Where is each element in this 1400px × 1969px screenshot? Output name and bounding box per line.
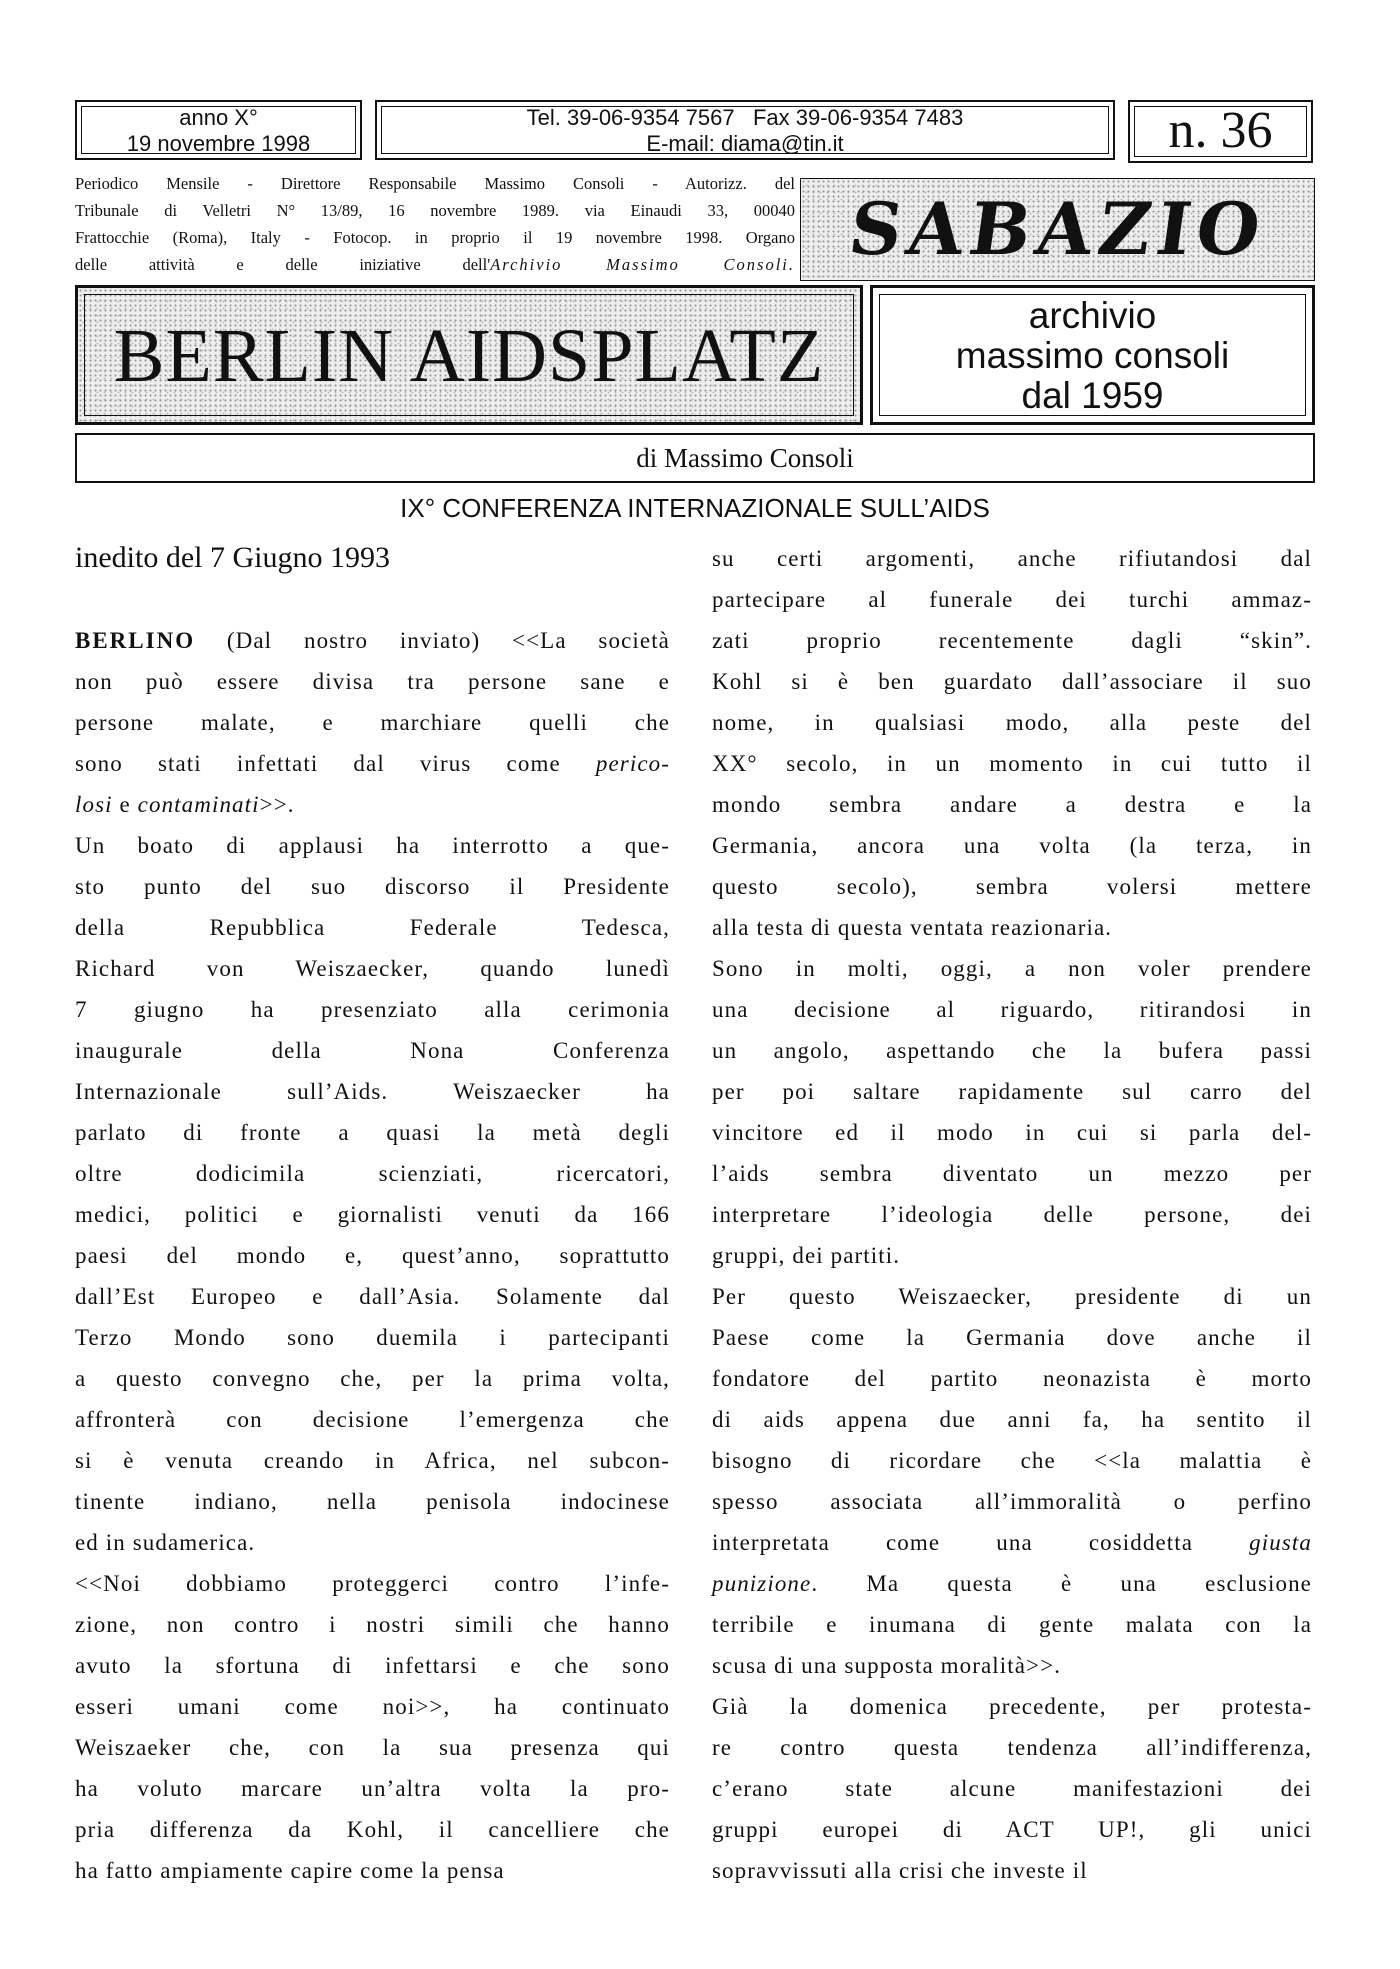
- sabazio-logo: [800, 178, 1315, 281]
- text-line: partecipare al funerale dei turchi ammaz-: [712, 587, 1312, 612]
- phone-fax: Tel. 39-06-9354 7567 Fax 39-06-9354 7483: [526, 105, 964, 130]
- text-line: esseri umani come noi>>, ha continuato: [75, 1694, 670, 1719]
- text-line: paesi del mondo e, quest’anno, soprattutto: [75, 1243, 670, 1268]
- issue-number: n. 36: [1168, 102, 1273, 159]
- text-line: Per questo Weiszaecker, presidente di un: [712, 1284, 1312, 1309]
- text-line: nome, in qualsiasi modo, alla peste del: [712, 710, 1312, 735]
- text-line: l’aids sembra diventato un mezzo per: [712, 1161, 1312, 1186]
- text-line: ha fatto ampiamente capire come la pensa: [75, 1858, 505, 1883]
- archive-line: dal 1959: [1021, 375, 1164, 416]
- logo-text: SABAZIO: [843, 186, 1272, 271]
- right-column-body-a: [712, 538, 1312, 1522]
- text-line: <<Noi dobbiamo proteggerci contro l’infe-: [75, 1571, 670, 1596]
- text-line: dall’Est Europeo e dall’Asia. Solamente dal: [75, 1284, 670, 1309]
- masthead-info: [75, 170, 795, 278]
- text-line: affronterà con decisione l’emergenza che: [75, 1407, 670, 1432]
- text-line: spesso associata all’immoralità o perfino: [712, 1489, 1312, 1514]
- text-line: scusa di una supposta moralità>>.: [712, 1653, 1062, 1678]
- text-line: avuto la sfortuna di infettarsi e che sono: [75, 1653, 670, 1678]
- text-line: a questo convegno che, per la prima volta,: [75, 1366, 670, 1391]
- text-line: una decisione al riguardo, ritirandosi in: [712, 997, 1312, 1022]
- masthead-last-prefix: delle attività e delle iniziative dell': [75, 255, 491, 274]
- text-line: Paese come la Germania dove anche il: [712, 1325, 1312, 1350]
- masthead-line: [75, 251, 795, 278]
- archive-box: [870, 285, 1315, 425]
- text-line: losi e contaminati>>.: [75, 792, 295, 817]
- text-line: bisogno di ricordare che <<la malattia è: [712, 1448, 1312, 1473]
- text-line: BERLINO (Dal nostro inviato) <<La società: [75, 628, 670, 653]
- text-line: si è venuta creando in Africa, nel subcon-: [75, 1448, 670, 1473]
- text-line: Weiszaeker che, con la sua presenza qui: [75, 1735, 670, 1760]
- text-line: Richard von Weiszaecker, quando lunedì: [75, 956, 670, 981]
- archive-name-italic: Archivio Massimo Consoli.: [490, 255, 795, 274]
- issue-date: 19 novembre 1998: [126, 131, 311, 156]
- text-line: 7 giugno ha presenziato alla cerimonia: [75, 997, 670, 1022]
- masthead-line: Tribunale di Velletri N° 13/89, 16 novembre 1989. via Einaudi 33, 00040: [75, 201, 795, 220]
- text-line: su certi argomenti, anche rifiutandosi dal: [712, 546, 1312, 571]
- text-line: sopravvissuti alla crisi che investe il: [712, 1858, 1088, 1883]
- text-line: Un boato di applausi ha interrotto a que-: [75, 833, 670, 858]
- text-line: zione, non contro i nostri simili che hanno: [75, 1612, 670, 1637]
- article-right-column: [712, 538, 1312, 1891]
- issue-date-box: [75, 100, 362, 160]
- text-line: c’erano state alcune manifestazioni dei: [712, 1776, 1312, 1801]
- text-line: terribile e inumana di gente malata con la: [712, 1612, 1312, 1637]
- text-line: ha voluto marcare un’altra volta la pro-: [75, 1776, 670, 1801]
- text-line: medici, politici e giornalisti venuti da 166: [75, 1202, 670, 1227]
- text-line: punizione. Ma questa è una esclusione: [712, 1571, 1312, 1596]
- text-line: non può essere divisa tra persone sane e: [75, 669, 670, 694]
- right-column-body-b: [712, 1604, 1312, 1891]
- headline: BERLIN AIDSPLATZ: [113, 314, 825, 398]
- text-line: interpretata come una cosiddetta giusta: [712, 1530, 1312, 1555]
- headline-box: [75, 285, 863, 425]
- text-line: mondo sembra andare a destra e la: [712, 792, 1312, 817]
- text-line: gruppi europei di ACT UP!, gli unici: [712, 1817, 1312, 1842]
- contact-box: [375, 100, 1115, 160]
- text-line: Kohl si è ben guardato dall’associare il suo: [712, 669, 1312, 694]
- article-left-column: [75, 620, 670, 1891]
- text-line: sto punto del suo discorso il Presidente: [75, 874, 670, 899]
- text-line: tinente indiano, nella penisola indocinese: [75, 1489, 670, 1514]
- text-line: questo secolo), sembra volersi mettere: [712, 874, 1312, 899]
- text-line: della Repubblica Federale Tedesca,: [75, 915, 670, 940]
- conference-title: IX° CONFERENZA INTERNAZIONALE SULL’AIDS: [400, 493, 990, 523]
- text-line: vincitore ed il modo in cui si parla del-: [712, 1120, 1312, 1145]
- text-line: ed in sudamerica.: [75, 1530, 256, 1555]
- byline: di Massimo Consoli: [636, 443, 854, 473]
- text-line: XX° secolo, in un momento in cui tutto il: [712, 751, 1312, 776]
- text-line: oltre dodicimila scienziati, ricercatori,: [75, 1161, 670, 1186]
- archive-line: archivio: [1028, 295, 1157, 336]
- archive-line: massimo consoli: [955, 335, 1230, 376]
- text-line: Germania, ancora una volta (la terza, in: [712, 833, 1312, 858]
- masthead-line: Frattocchie (Roma), Italy - Fotocop. in proprio il 19 novembre 1998. Organo: [75, 228, 795, 247]
- text-line: zati proprio recentemente dagli “skin”.: [712, 628, 1312, 653]
- text-line: Terzo Mondo sono duemila i partecipanti: [75, 1325, 670, 1350]
- date-line: inedito del 7 Giugno 1993: [75, 541, 390, 574]
- issue-number-box: [1128, 100, 1313, 163]
- text-line: sono stati infettati dal virus come perico-: [75, 751, 670, 776]
- text-line: per poi saltare rapidamente sul carro del: [712, 1079, 1312, 1104]
- text-line: gruppi, dei partiti.: [712, 1243, 901, 1268]
- text-line: parlato di fronte a quasi la metà degli: [75, 1120, 670, 1145]
- text-line: di aids appena due anni fa, ha sentito il: [712, 1407, 1312, 1432]
- text-line: re contro questa tendenza all’indifferenza,: [712, 1735, 1312, 1760]
- masthead-line: Periodico Mensile - Direttore Responsabile Massimo Consoli - Autorizz. del: [75, 174, 795, 193]
- text-line: Sono in molti, oggi, a non voler prendere: [712, 956, 1312, 981]
- anno-label: anno X°: [179, 105, 258, 130]
- text-line: pria differenza da Kohl, il cancelliere che: [75, 1817, 670, 1842]
- byline-box: [75, 433, 1315, 483]
- text-line: fondatore del partito neonazista è morto: [712, 1366, 1312, 1391]
- text-line: un angolo, aspettando che la bufera passi: [712, 1038, 1312, 1063]
- text-line: persone malate, e marchiare quelli che: [75, 710, 670, 735]
- dateline-city: BERLINO: [75, 628, 196, 653]
- email: E-mail: diama@tin.it: [646, 131, 844, 156]
- text-line: Internazionale sull’Aids. Weiszaecker ha: [75, 1079, 670, 1104]
- text-line: inaugurale della Nona Conferenza: [75, 1038, 670, 1063]
- text-line: interpretare l’ideologia delle persone, dei: [712, 1202, 1312, 1227]
- text-line: Già la domenica precedente, per protesta-: [712, 1694, 1312, 1719]
- left-column-body: [75, 825, 670, 1891]
- text-line: alla testa di questa ventata reazionaria.: [712, 915, 1113, 940]
